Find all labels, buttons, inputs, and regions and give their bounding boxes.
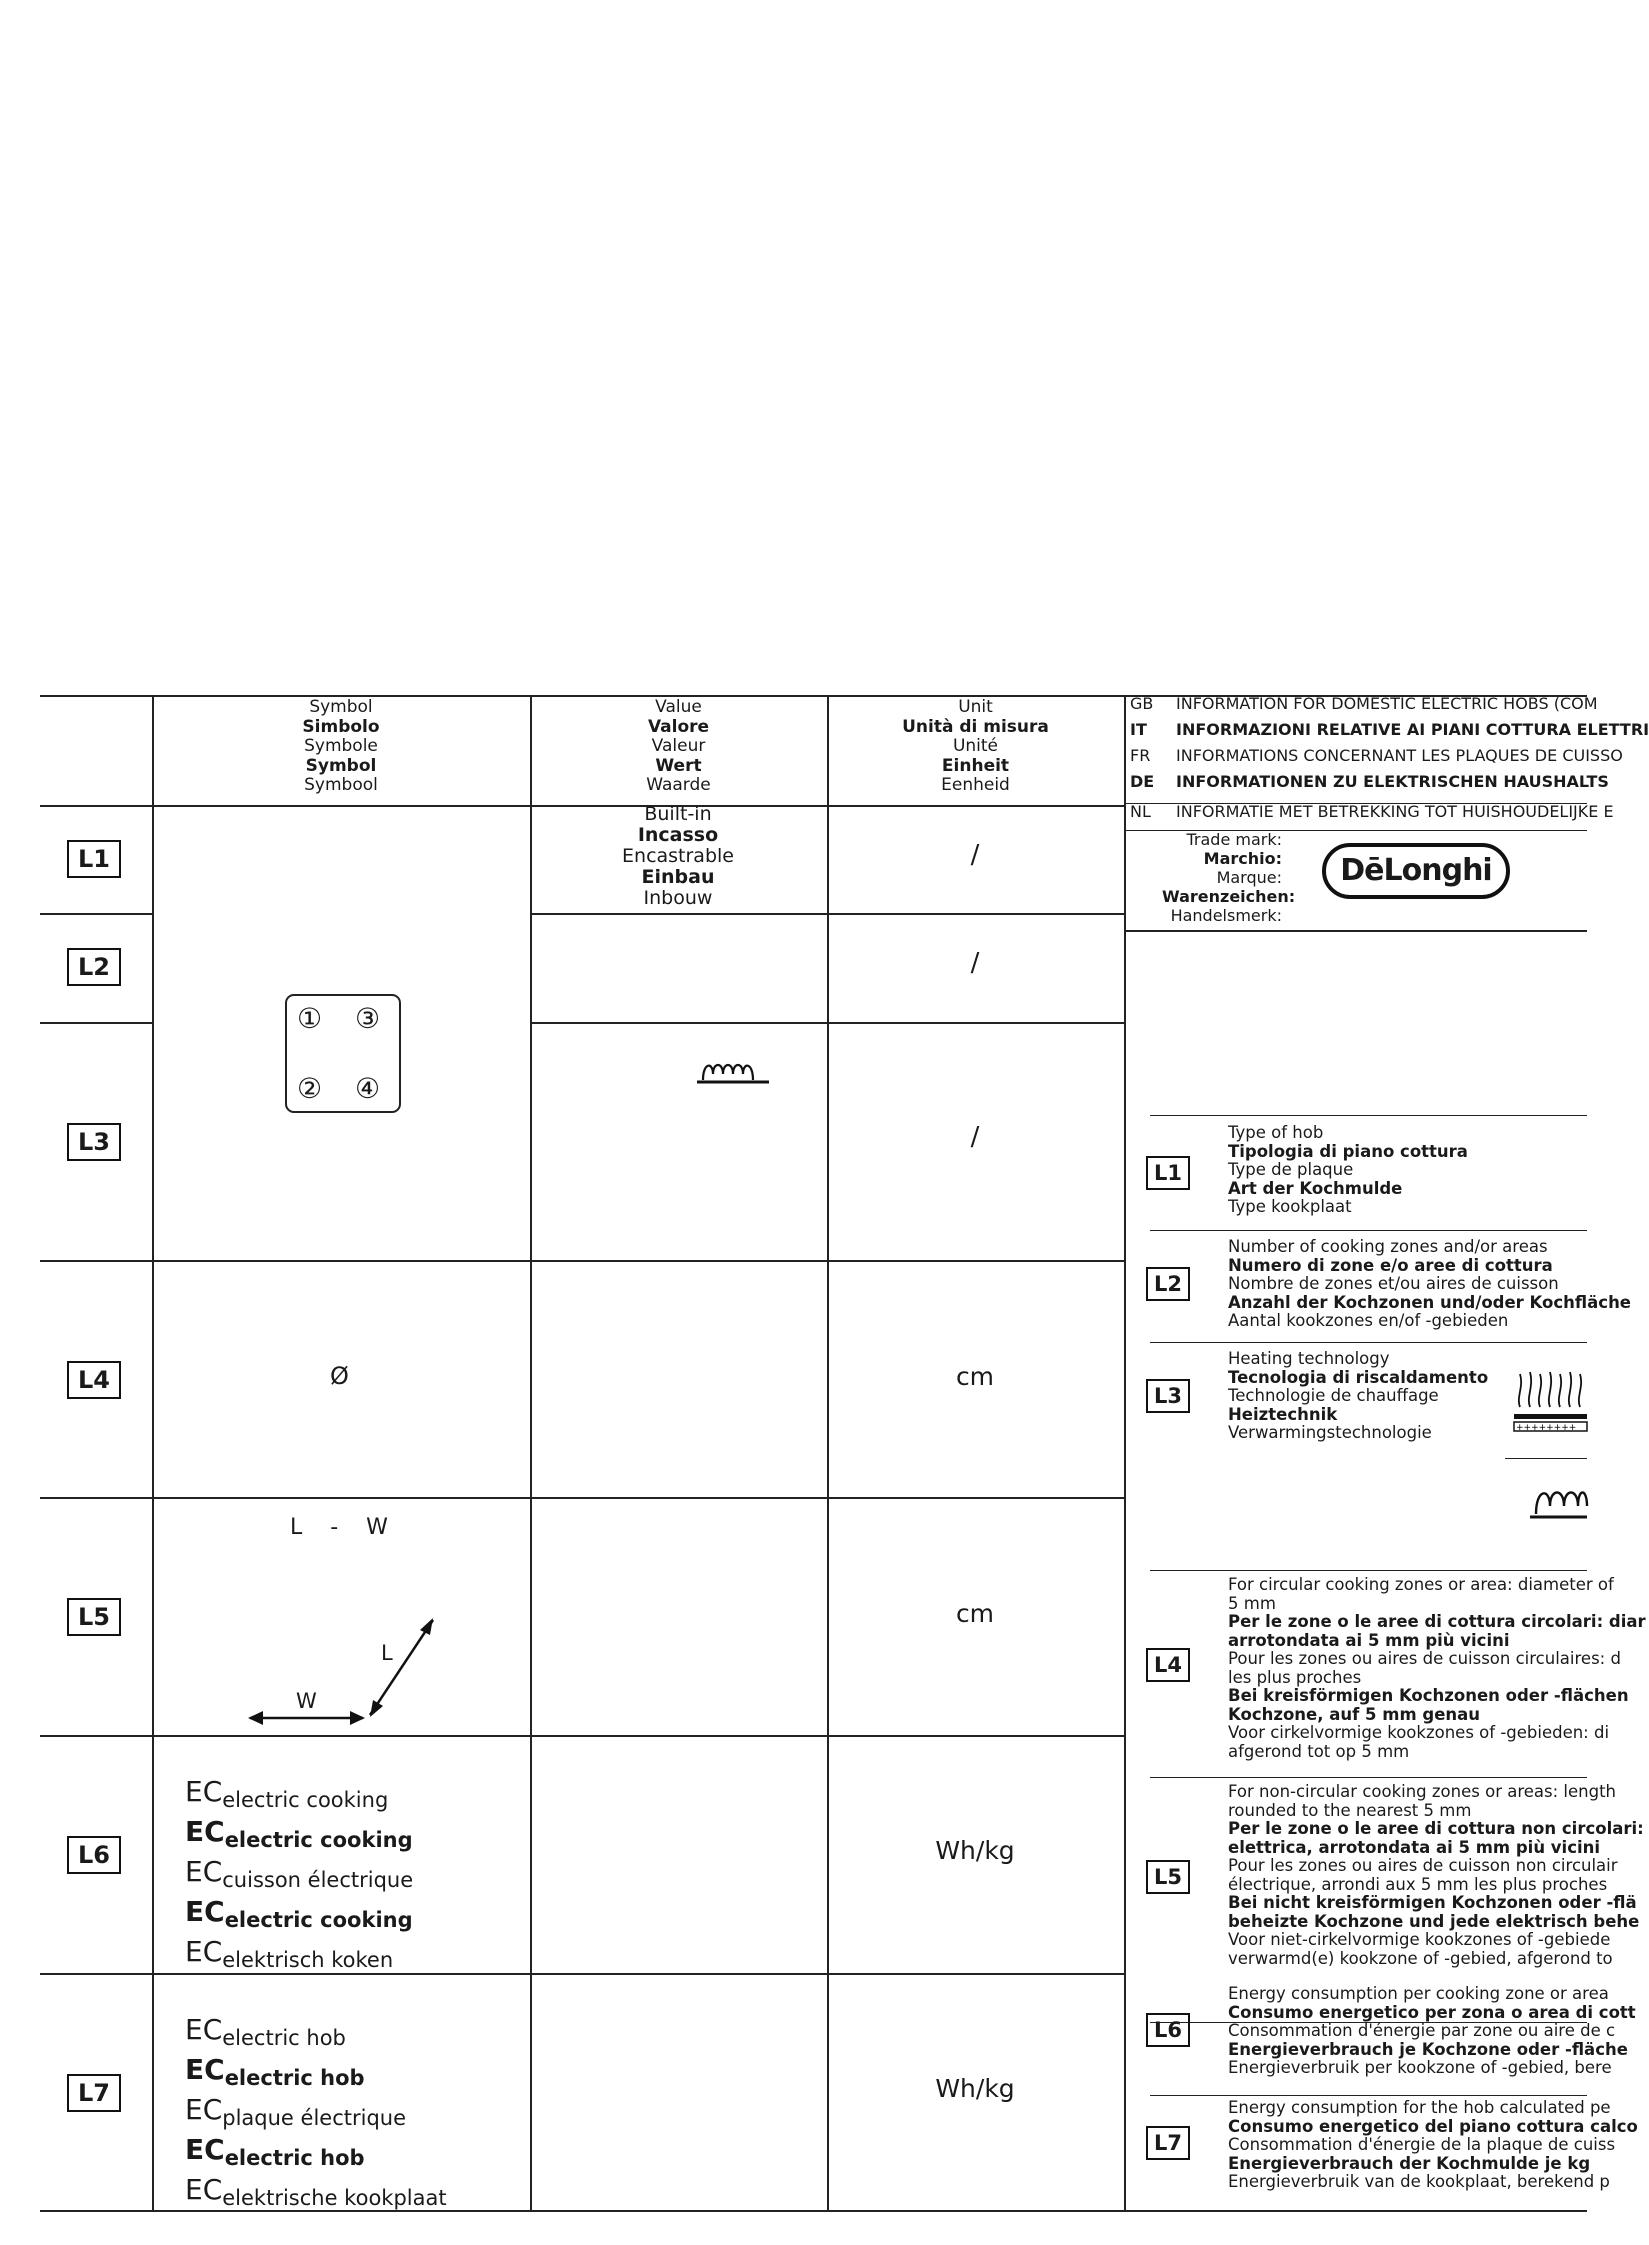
lang-text: INFORMATIONEN ZU ELEKTRISCHEN HAUSHALTS: [1176, 772, 1609, 791]
item-text: rounded to the nearest 5 mm: [1228, 1800, 1472, 1820]
ec-row: [185, 2134, 447, 2174]
item-text: 5 mm: [1228, 1593, 1276, 1613]
induction-coil-icon-right: [1530, 1476, 1587, 1526]
item-text: beheizte Kochzone und jede elektrisch behe: [1228, 1911, 1640, 1931]
item-text: Number of cooking zones and/or areas: [1228, 1237, 1548, 1256]
lang-row-de: [1130, 772, 1609, 791]
item-text: Consumo energetico del piano cottura calco: [1228, 2116, 1638, 2136]
header-text: Unité: [952, 736, 999, 756]
value-text: Inbouw: [643, 887, 713, 909]
right-item-l7: [1228, 2099, 1638, 2192]
item-text: Technologie de chauffage: [1228, 1386, 1439, 1405]
value-text: Encastrable: [622, 845, 734, 867]
ec-row: [185, 2014, 447, 2054]
header-value: [530, 698, 827, 796]
lang-text: INFORMATIE MET BETREKKING TOT HUISHOUDELIJKE E: [1176, 802, 1614, 821]
right-label-l5: L5: [1146, 1860, 1190, 1894]
item-text: Type kookplaat: [1228, 1197, 1352, 1216]
right-label-l2: L2: [1146, 1267, 1190, 1301]
item-text: Energieverbruik per kookzone of -gebied, bere: [1228, 2058, 1612, 2077]
cooking-zones-diagram: [285, 994, 401, 1113]
item-text: Voor cirkelvormige kookzones of -gebieden: di: [1228, 1723, 1610, 1742]
item-text: Heiztechnik: [1228, 1404, 1338, 1424]
item-text: Nombre de zones et/ou aires de cuisson: [1228, 1274, 1559, 1293]
item-text: Energieverbruik van de kookplaat, berekend p: [1228, 2172, 1610, 2191]
header-text: Unit: [958, 697, 993, 717]
ec-row: [185, 2054, 447, 2094]
ec-sub: elektrische kookplaat: [222, 2186, 447, 2210]
row-label-l4: L4: [67, 1361, 121, 1399]
ec-row: [185, 1816, 413, 1856]
right-label-l6: L6: [1146, 2013, 1190, 2047]
l6-ec-symbols: [185, 1776, 413, 1976]
lang-row-it: [1130, 720, 1649, 739]
header-text: Simbolo: [302, 716, 380, 737]
item-text: Per le zone o le aree di cottura non circolari:: [1228, 1819, 1644, 1838]
header-text: Unità di misura: [902, 716, 1049, 737]
arrow-w-label: W: [296, 1689, 317, 1713]
item-text: Bei kreisförmigen Kochzonen oder -flächen: [1228, 1686, 1629, 1705]
trademark-labels: [1162, 830, 1296, 925]
l1-unit: /: [970, 840, 980, 870]
ec-row: [185, 2174, 447, 2214]
ec-sub: elektrisch koken: [222, 1948, 394, 1972]
ec-sub: cuisson électrique: [222, 1868, 414, 1892]
row-label-l7: L7: [67, 2074, 121, 2112]
right-item-l1: [1228, 1124, 1468, 1217]
item-text: Anzahl der Kochzonen und/oder Kochfläche: [1228, 1292, 1632, 1312]
l2-unit: /: [970, 948, 980, 978]
header-text: Symbol: [305, 755, 377, 776]
brand-logo: [1322, 843, 1510, 899]
right-label-l1: L1: [1146, 1156, 1190, 1190]
lang-text: INFORMATION FOR DOMESTIC ELECTRIC HOBS (COM: [1176, 694, 1598, 713]
ec-sub: electric hob: [222, 2026, 346, 2050]
item-text: Energy consumption per cooking zone or area: [1228, 1984, 1609, 2003]
item-text: Type de plaque: [1228, 1160, 1354, 1179]
ec-text: EC: [185, 2173, 223, 2206]
header-text: Valeur: [651, 736, 706, 756]
item-text: Verwarmingstechnologie: [1228, 1423, 1432, 1442]
lang-code: GB: [1130, 694, 1154, 713]
item-text: Type of hob: [1228, 1123, 1324, 1142]
ec-text: EC: [185, 1935, 223, 1968]
item-text: Voor niet-cirkelvormige kookzones of -gebiede: [1228, 1930, 1611, 1949]
ec-row: [185, 1936, 413, 1976]
zone-4: ④: [355, 1072, 381, 1105]
ec-text: EC: [185, 2013, 223, 2046]
arrow-l-label: L: [381, 1641, 393, 1665]
l4-unit: cm: [955, 1362, 995, 1391]
ec-text: EC: [185, 2093, 223, 2126]
header-text: Einheit: [941, 755, 1010, 776]
item-text: Energieverbrauch der Kochmulde je kg: [1228, 2153, 1591, 2173]
item-text: Heating technology: [1228, 1349, 1390, 1368]
lang-row-gb: [1130, 694, 1598, 713]
zone-2: ②: [297, 1072, 323, 1105]
brand-text: DēLonghi: [1340, 853, 1492, 888]
lang-code: NL: [1130, 802, 1151, 821]
header-unit: [827, 698, 1124, 796]
lang-row-fr: [1130, 746, 1623, 765]
lang-text: INFORMAZIONI RELATIVE AI PIANI COTTURA ELETTRI: [1176, 720, 1649, 739]
item-text: Consommation d'énergie de la plaque de cuiss: [1228, 2135, 1616, 2154]
right-item-l3: [1228, 1350, 1488, 1443]
lang-code: DE: [1130, 772, 1155, 791]
item-text: Tipologia di piano cottura: [1228, 1141, 1468, 1161]
header-symbol: [152, 698, 530, 796]
svg-text:++++++++: ++++++++: [1516, 1423, 1577, 1433]
item-text: Energy consumption for the hob calculated pe: [1228, 2098, 1611, 2117]
diameter-symbol: Ø: [330, 1362, 349, 1390]
ec-text: EC: [185, 1815, 225, 1848]
row-label-l3: L3: [67, 1123, 121, 1161]
item-text: les plus proches: [1228, 1667, 1362, 1687]
lang-text: INFORMATIONS CONCERNANT LES PLAQUES DE CUISSO: [1176, 746, 1623, 765]
right-label-l7: L7: [1146, 2126, 1190, 2160]
trademark-text: Marchio:: [1203, 849, 1282, 868]
item-text: Energieverbrauch je Kochzone oder -fläche: [1228, 2039, 1628, 2059]
item-text: Consommation d'énergie par zone ou aire de c: [1228, 2021, 1616, 2040]
ec-sub: plaque électrique: [222, 2106, 406, 2130]
row-label-l5: L5: [67, 1598, 121, 1636]
header-text: Wert: [655, 755, 702, 776]
ec-text: EC: [185, 1855, 223, 1888]
right-item-l2: [1228, 1238, 1631, 1331]
lang-row-nl: [1130, 802, 1614, 821]
right-label-l4: L4: [1146, 1648, 1190, 1682]
row-label-l1: L1: [67, 840, 121, 878]
l1-value: [533, 804, 823, 909]
trademark-text: Handelsmerk:: [1170, 906, 1282, 925]
item-text: Consumo energetico per zona o area di cott: [1228, 2002, 1636, 2022]
radiant-heating-icon: [1512, 1362, 1587, 1437]
l6-unit: Wh/kg: [935, 1836, 1015, 1865]
item-text: elettrica, arrotondata ai 5 mm più vicini: [1228, 1837, 1601, 1857]
item-text: Per le zone o le aree di cottura circolari: diar: [1228, 1612, 1646, 1631]
ec-sub: electric cooking: [224, 1908, 413, 1932]
length-width-symbol: L - W: [290, 1515, 388, 1540]
item-text: Kochzone, auf 5 mm genau: [1228, 1704, 1481, 1724]
right-item-l4: [1228, 1576, 1646, 1761]
header-text: Symbole: [304, 736, 378, 756]
ec-row: [185, 1856, 413, 1896]
item-text: verwarmd(e) kookzone of -gebied, afgerond to: [1228, 1948, 1613, 1968]
ec-text: EC: [185, 2053, 225, 2086]
trademark-text: Warenzeichen:: [1162, 887, 1296, 906]
item-text: Pour les zones ou aires de cuisson non circulair: [1228, 1856, 1618, 1875]
right-item-l5: [1228, 1783, 1644, 1968]
item-text: Pour les zones ou aires de cuisson circulaires: d: [1228, 1649, 1621, 1668]
l5-unit: cm: [955, 1599, 995, 1628]
header-text: Symbol: [309, 697, 373, 717]
item-text: Tecnologia di riscaldamento: [1228, 1367, 1489, 1387]
item-text: For non-circular cooking zones or areas: length: [1228, 1782, 1617, 1801]
ec-sub: electric cooking: [224, 1828, 413, 1852]
item-text: For circular cooking zones or area: diameter of: [1228, 1575, 1614, 1594]
right-label-l3: L3: [1146, 1379, 1190, 1413]
l3-unit: /: [970, 1122, 980, 1152]
value-text: Incasso: [637, 824, 719, 846]
ec-text: EC: [185, 2133, 225, 2166]
ec-row: [185, 2094, 447, 2134]
right-item-l6: [1228, 1985, 1636, 2078]
ec-text: EC: [185, 1895, 225, 1928]
row-label-l6: L6: [67, 1836, 121, 1874]
ec-row: [185, 1896, 413, 1936]
value-text: Built-in: [644, 803, 712, 825]
header-text: Valore: [647, 716, 710, 737]
item-text: afgerond tot op 5 mm: [1228, 1741, 1410, 1761]
item-text: Bei nicht kreisförmigen Kochzonen oder -flä: [1228, 1893, 1637, 1912]
ec-text: EC: [185, 1775, 223, 1808]
ec-sub: electric hob: [224, 2066, 365, 2090]
length-width-arrows-icon: [245, 1610, 445, 1735]
item-text: arrotondata ai 5 mm più vicini: [1228, 1630, 1510, 1650]
zone-3: ③: [355, 1002, 381, 1035]
header-text: Value: [655, 697, 702, 717]
zone-1: ①: [297, 1002, 323, 1035]
trademark-text: Marque:: [1216, 868, 1282, 887]
l7-unit: Wh/kg: [935, 2074, 1015, 2103]
header-text: Eenheid: [941, 775, 1010, 795]
induction-coil-icon: [695, 1052, 771, 1092]
ec-row: [185, 1776, 413, 1816]
value-text: Einbau: [641, 866, 715, 888]
row-label-l2: L2: [67, 948, 121, 986]
item-text: Aantal kookzones en/of -gebieden: [1228, 1311, 1509, 1330]
header-text: Waarde: [646, 775, 711, 795]
l7-ec-symbols: [185, 2014, 447, 2214]
lang-code: IT: [1130, 720, 1147, 739]
item-text: électrique, arrondi aux 5 mm les plus proches: [1228, 1874, 1608, 1894]
item-text: Numero di zone e/o aree di cottura: [1228, 1255, 1553, 1275]
ec-sub: electric hob: [224, 2146, 365, 2170]
header-text: Symbool: [304, 775, 378, 795]
lang-code: FR: [1130, 746, 1151, 765]
item-text: Art der Kochmulde: [1228, 1178, 1403, 1198]
ec-sub: electric cooking: [222, 1788, 389, 1812]
trademark-text: Trade mark:: [1186, 830, 1282, 849]
